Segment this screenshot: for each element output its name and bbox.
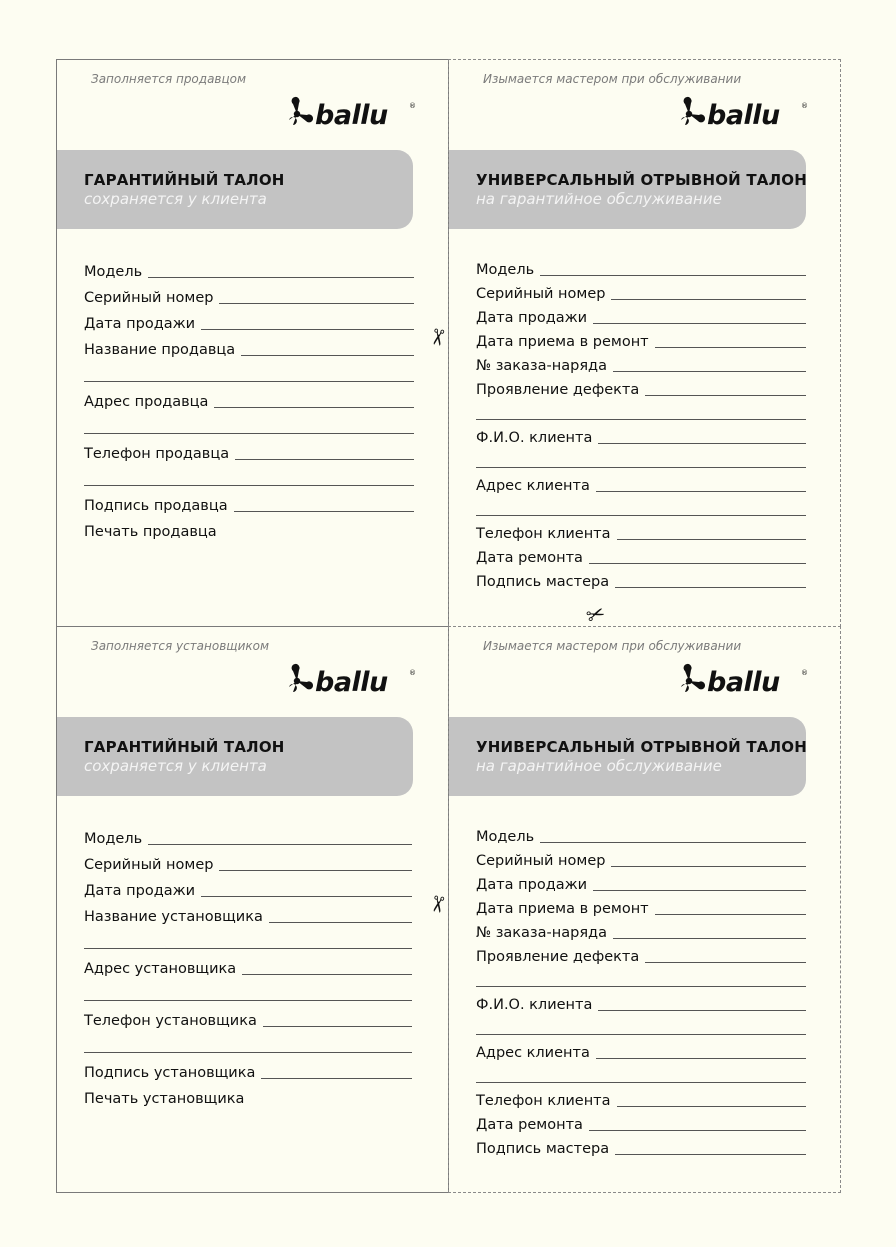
svg-text:®: ® xyxy=(409,102,416,110)
field-label: Адрес клиента xyxy=(476,1045,590,1061)
card-subtitle: на гарантийное обслуживание xyxy=(476,757,722,775)
field-label: Серийный номер xyxy=(84,290,214,306)
field-label: Подпись продавца xyxy=(84,498,228,514)
tearoff-coupon-top xyxy=(448,59,841,627)
fill-in-line[interactable] xyxy=(645,395,806,396)
card-banner xyxy=(449,150,806,229)
field-label: Дата продажи xyxy=(84,883,196,899)
form-field[interactable] xyxy=(476,255,806,279)
fill-in-line[interactable] xyxy=(219,303,414,304)
field-list xyxy=(476,822,806,1158)
continuation-line[interactable] xyxy=(476,447,806,471)
card-note: Изымается мастером при обслуживании xyxy=(483,72,742,86)
field-label: Название продавца xyxy=(84,342,236,358)
form-field[interactable] xyxy=(476,351,806,375)
scissors-icon: ✂ xyxy=(422,325,451,349)
form-field[interactable] xyxy=(84,281,414,307)
field-label: Дата продажи xyxy=(476,310,588,326)
fill-in-line[interactable] xyxy=(655,347,806,348)
scissors-icon: ✂ xyxy=(422,892,451,916)
field-label: № заказа-наряда xyxy=(476,358,607,374)
stamp-label: Печать продавца xyxy=(84,524,217,540)
fill-in-line[interactable] xyxy=(589,1130,806,1131)
svg-text:®: ® xyxy=(801,669,808,677)
ballu-logo-icon xyxy=(679,663,809,697)
form-field[interactable] xyxy=(476,918,806,942)
fill-in-line[interactable] xyxy=(219,870,412,871)
fill-in-line[interactable] xyxy=(613,938,806,939)
fill-in-line[interactable] xyxy=(611,866,806,867)
field-label: Адрес установщика xyxy=(84,961,237,977)
field-label: Дата ремонта xyxy=(476,550,583,566)
fill-in-line[interactable] xyxy=(84,948,412,949)
stamp-field xyxy=(84,1082,412,1108)
stamp-field xyxy=(84,515,414,541)
continuation-line[interactable] xyxy=(84,463,414,489)
svg-text:®: ® xyxy=(801,102,808,110)
form-field[interactable] xyxy=(476,894,806,918)
form-field[interactable] xyxy=(476,822,806,846)
field-label: Проявление дефекта xyxy=(476,949,640,965)
fill-in-line[interactable] xyxy=(596,491,806,492)
field-label: Телефон клиента xyxy=(476,1093,611,1109)
scissors-icon: ✂ xyxy=(583,600,609,631)
continuation-line[interactable] xyxy=(84,1030,412,1056)
fill-in-line[interactable] xyxy=(148,844,412,845)
field-label: Дата приема в ремонт xyxy=(476,901,649,917)
form-field[interactable] xyxy=(476,423,806,447)
form-field[interactable] xyxy=(476,327,806,351)
field-label: Серийный номер xyxy=(476,853,606,869)
continuation-line[interactable] xyxy=(84,926,412,952)
fill-in-line[interactable] xyxy=(617,539,806,540)
field-label: Дата продажи xyxy=(84,316,196,332)
fill-in-line[interactable] xyxy=(84,433,414,434)
ballu-logo-icon xyxy=(287,663,417,697)
form-field[interactable] xyxy=(84,1056,412,1082)
fill-in-line[interactable] xyxy=(148,277,414,278)
field-label: Адрес клиента xyxy=(476,478,590,494)
field-label: Модель xyxy=(476,829,535,845)
fill-in-line[interactable] xyxy=(655,914,806,915)
field-label: Телефон установщика xyxy=(84,1013,257,1029)
form-field[interactable] xyxy=(476,1134,806,1158)
warranty-card-seller xyxy=(56,59,449,627)
form-field[interactable] xyxy=(84,822,412,848)
field-list xyxy=(476,255,806,591)
card-note: Заполняется установщиком xyxy=(91,639,270,653)
form-field[interactable] xyxy=(476,942,806,966)
field-label: Адрес продавца xyxy=(84,394,209,410)
field-label: Серийный номер xyxy=(476,286,606,302)
svg-text:ballu: ballu xyxy=(315,667,388,697)
card-subtitle: сохраняется у клиента xyxy=(84,190,267,208)
field-label: Название установщика xyxy=(84,909,263,925)
card-note: Заполняется продавцом xyxy=(91,72,247,86)
field-label: Телефон клиента xyxy=(476,526,611,542)
field-label: Подпись мастера xyxy=(476,574,610,590)
form-field[interactable] xyxy=(476,1038,806,1062)
field-label: Подпись мастера xyxy=(476,1141,610,1157)
field-label: Телефон продавца xyxy=(84,446,230,462)
card-title: ГАРАНТИЙНЫЙ ТАЛОН xyxy=(84,738,285,756)
form-field[interactable] xyxy=(476,846,806,870)
fill-in-line[interactable] xyxy=(476,419,806,420)
fill-in-line[interactable] xyxy=(611,299,806,300)
field-label: Модель xyxy=(476,262,535,278)
fill-in-line[interactable] xyxy=(615,1154,806,1155)
card-subtitle: сохраняется у клиента xyxy=(84,757,267,775)
warranty-card-installer xyxy=(56,626,449,1193)
form-field[interactable] xyxy=(84,333,414,359)
form-field[interactable] xyxy=(476,1110,806,1134)
svg-text:ballu: ballu xyxy=(707,667,780,697)
fill-in-line[interactable] xyxy=(617,1106,806,1107)
field-list xyxy=(84,255,414,541)
fill-in-line[interactable] xyxy=(540,275,806,276)
fill-in-line[interactable] xyxy=(201,896,412,897)
continuation-line[interactable] xyxy=(476,399,806,423)
form-field[interactable] xyxy=(476,870,806,894)
continuation-line[interactable] xyxy=(84,359,414,385)
fill-in-line[interactable] xyxy=(476,467,806,468)
svg-text:ballu: ballu xyxy=(315,100,388,130)
form-field[interactable] xyxy=(84,307,414,333)
fill-in-line[interactable] xyxy=(235,459,414,460)
svg-text:ballu: ballu xyxy=(707,100,780,130)
fill-in-line[interactable] xyxy=(476,1082,806,1083)
card-banner xyxy=(449,717,806,796)
continuation-line[interactable] xyxy=(476,966,806,990)
field-label: Дата ремонта xyxy=(476,1117,583,1133)
fill-in-line[interactable] xyxy=(476,986,806,987)
fill-in-line[interactable] xyxy=(615,587,806,588)
field-label: Серийный номер xyxy=(84,857,214,873)
continuation-line[interactable] xyxy=(476,1062,806,1086)
fill-in-line[interactable] xyxy=(540,842,806,843)
field-label: Подпись установщика xyxy=(84,1065,256,1081)
ballu-logo-icon xyxy=(287,96,417,130)
field-label: Модель xyxy=(84,264,143,280)
fill-in-line[interactable] xyxy=(234,511,414,512)
form-field[interactable] xyxy=(476,1086,806,1110)
fill-in-line[interactable] xyxy=(596,1058,806,1059)
form-field[interactable] xyxy=(476,567,806,591)
fill-in-line[interactable] xyxy=(84,1052,412,1053)
continuation-line[interactable] xyxy=(476,1014,806,1038)
stamp-label: Печать установщика xyxy=(84,1091,245,1107)
form-field[interactable] xyxy=(476,543,806,567)
form-field[interactable] xyxy=(476,471,806,495)
form-field[interactable] xyxy=(84,848,412,874)
form-field[interactable] xyxy=(476,519,806,543)
form-field[interactable] xyxy=(84,874,412,900)
form-field[interactable] xyxy=(476,279,806,303)
fill-in-line[interactable] xyxy=(84,485,414,486)
fill-in-line[interactable] xyxy=(645,962,806,963)
fill-in-line[interactable] xyxy=(598,443,806,444)
fill-in-line[interactable] xyxy=(593,890,806,891)
fill-in-line[interactable] xyxy=(263,1026,412,1027)
continuation-line[interactable] xyxy=(84,411,414,437)
tearoff-coupon-bottom xyxy=(448,626,841,1193)
fill-in-line[interactable] xyxy=(261,1078,412,1079)
field-label: Проявление дефекта xyxy=(476,382,640,398)
card-subtitle: на гарантийное обслуживание xyxy=(476,190,722,208)
field-label: Ф.И.О. клиента xyxy=(476,430,593,446)
fill-in-line[interactable] xyxy=(241,355,414,356)
field-label: Ф.И.О. клиента xyxy=(476,997,593,1013)
field-label: Дата продажи xyxy=(476,877,588,893)
form-field[interactable] xyxy=(84,489,414,515)
continuation-line[interactable] xyxy=(84,978,412,1004)
card-note: Изымается мастером при обслуживании xyxy=(483,639,742,653)
continuation-line[interactable] xyxy=(476,495,806,519)
ballu-logo-icon xyxy=(679,96,809,130)
fill-in-line[interactable] xyxy=(598,1010,806,1011)
card-banner xyxy=(57,150,413,229)
form-field[interactable] xyxy=(84,255,414,281)
fill-in-line[interactable] xyxy=(589,563,806,564)
fill-in-line[interactable] xyxy=(242,974,412,975)
card-banner xyxy=(57,717,413,796)
field-list xyxy=(84,822,412,1108)
form-field[interactable] xyxy=(84,1004,412,1030)
form-field[interactable] xyxy=(84,385,414,411)
fill-in-line[interactable] xyxy=(269,922,412,923)
card-title: УНИВЕРСАЛЬНЫЙ ОТРЫВНОЙ ТАЛОН xyxy=(476,171,807,189)
form-field[interactable] xyxy=(476,375,806,399)
form-field[interactable] xyxy=(476,303,806,327)
field-label: Модель xyxy=(84,831,143,847)
card-title: ГАРАНТИЙНЫЙ ТАЛОН xyxy=(84,171,285,189)
svg-text:®: ® xyxy=(409,669,416,677)
form-field[interactable] xyxy=(84,900,412,926)
field-label: № заказа-наряда xyxy=(476,925,607,941)
fill-in-line[interactable] xyxy=(214,407,414,408)
fill-in-line[interactable] xyxy=(84,381,414,382)
fill-in-line[interactable] xyxy=(84,1000,412,1001)
form-field[interactable] xyxy=(84,952,412,978)
fill-in-line[interactable] xyxy=(201,329,414,330)
fill-in-line[interactable] xyxy=(476,1034,806,1035)
card-title: УНИВЕРСАЛЬНЫЙ ОТРЫВНОЙ ТАЛОН xyxy=(476,738,807,756)
fill-in-line[interactable] xyxy=(476,515,806,516)
field-label: Дата приема в ремонт xyxy=(476,334,649,350)
form-field[interactable] xyxy=(84,437,414,463)
fill-in-line[interactable] xyxy=(613,371,806,372)
fill-in-line[interactable] xyxy=(593,323,806,324)
form-field[interactable] xyxy=(476,990,806,1014)
